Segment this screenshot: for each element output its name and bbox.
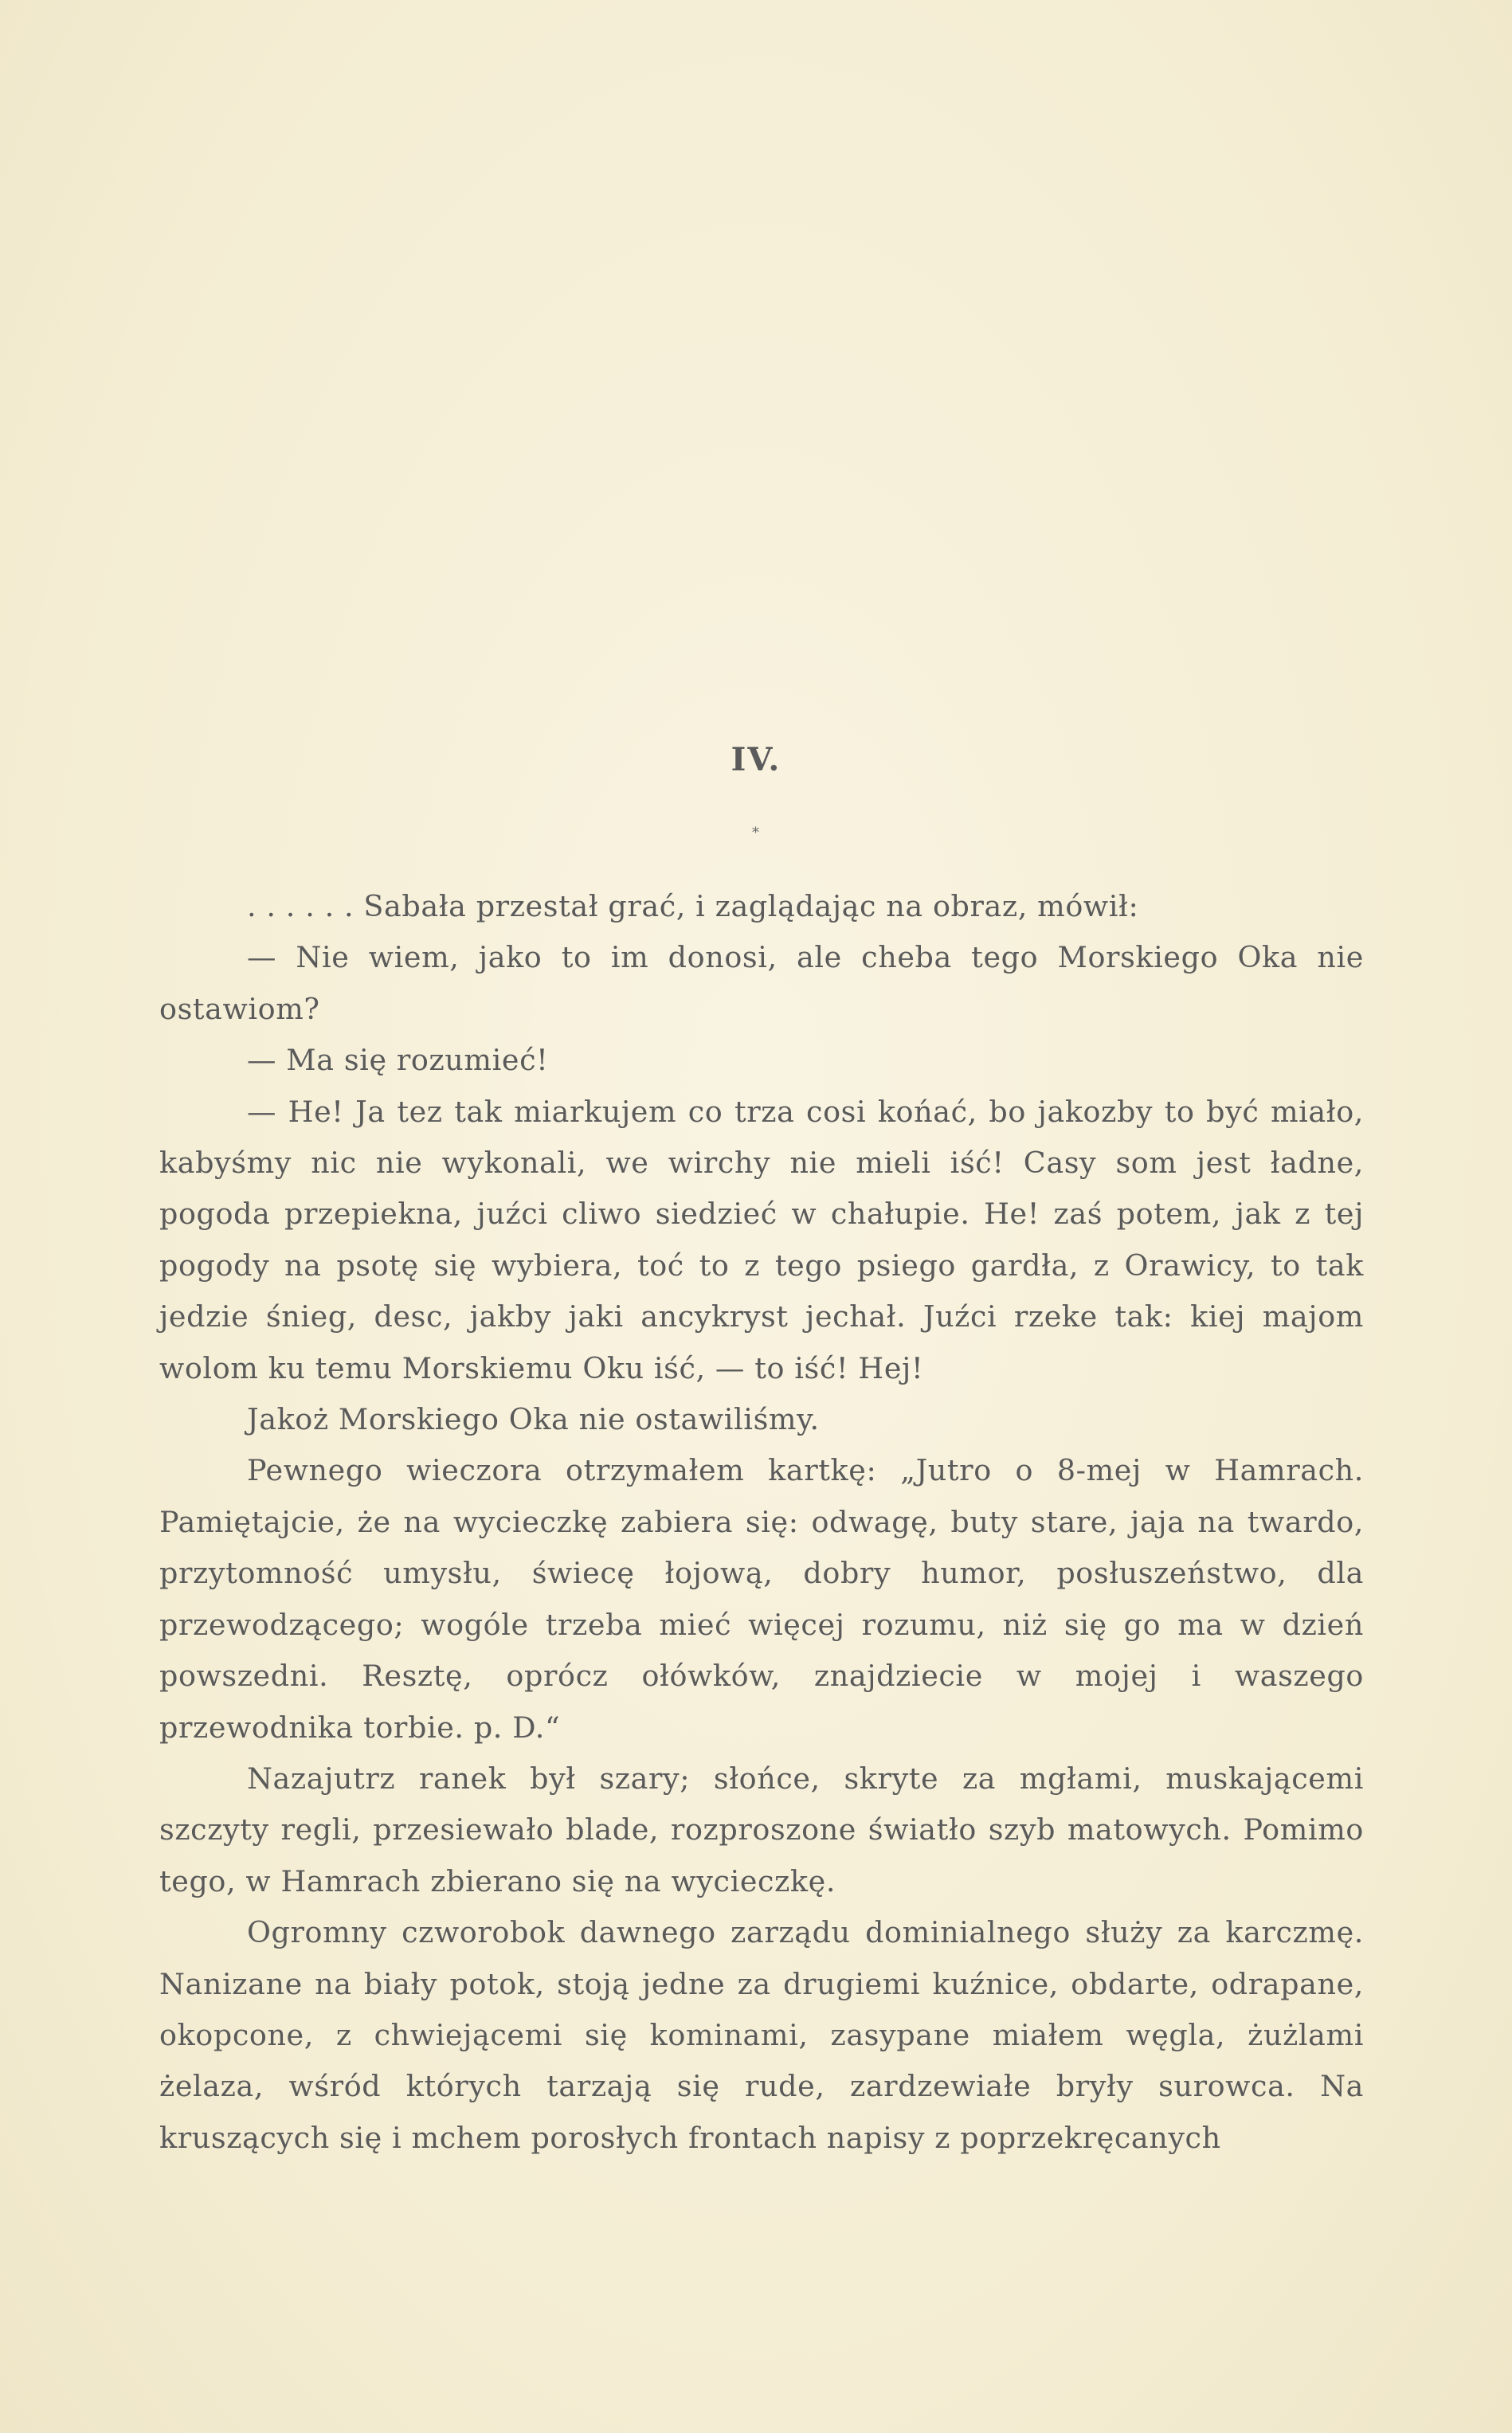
paragraph-7: Nazajutrz ranek był szary; słońce, skryte za mgłami, muskającemi szczyty regli, przesiewało blade, rozproszone światło szyb matowych. Pomimo tego, w Hamrach zbierano się na wycieczkę.: [159, 1761, 1364, 1898]
paragraph-5: Jakoż Morskiego Oka nie ostawiliśmy.: [247, 1402, 820, 1437]
chapter-heading: IV.: [731, 741, 781, 778]
ornament-mark: *: [752, 825, 759, 841]
paragraph-1: . . . . . . Sabała przestał grać, i zaglądając na obraz, mówił:: [247, 889, 1139, 923]
body-text: [159, 881, 1364, 2164]
paragraph-3: — Ma się rozumieć!: [247, 1043, 549, 1078]
paragraph-8: Ogromny czworobok dawnego zarządu dominialnego służy za karczmę. Nanizane na biały potok, stoją jedne za drugiemi kuźnice, obdarte, odrapane, okopcone, z chwiejącemi się kominami, zasypane miałem węgla, żużlami żelaza, wśród których tarzają się rude, zardzewiałe bryły surowca. Na kruszących się i mchem porosłych frontach napisy z poprzekręcanych: [159, 1915, 1364, 2155]
paragraph-4: — He! Ja tez tak miarkujem co trza cosi końać, bo jakozby to być miało, kabyśmy nic nie wykonali, we wirchy nie mieli iść! Casy som jest ładne, pogoda przepiekna, juźci cliwo siedzieć w chałupie. He! zaś potem, jak z tej pogody na psotę się wybiera, toć to z tego psiego gardła, z Orawicy, to tak jedzie śnieg, desc, jakby jaki ancykryst jechał. Juźci rzeke tak: kiej majom wolom ku temu Morskiemu Oku iść, — to iść! Hej!: [159, 1094, 1364, 1385]
paragraph-2: — Nie wiem, jako to im donosi, ale cheba tego Morskiego Oka nie ostawiom?: [159, 940, 1364, 1026]
paragraph-6: Pewnego wieczora otrzymałem kartkę: „Jutro o 8-mej w Hamrach. Pamiętajcie, że na wycieczkę zabiera się: odwagę, buty stare, jaja na twardo, przytomność umysłu, świecę łojową, dobry humor, posłuszeństwo, dla przewodzącego; wogóle trzeba mieć więcej rozumu, niż się go ma w dzień powszedni. Resztę, oprócz ołówków, znajdziecie w mojej i waszego przewodnika torbie. p. D.“: [159, 1453, 1364, 1745]
